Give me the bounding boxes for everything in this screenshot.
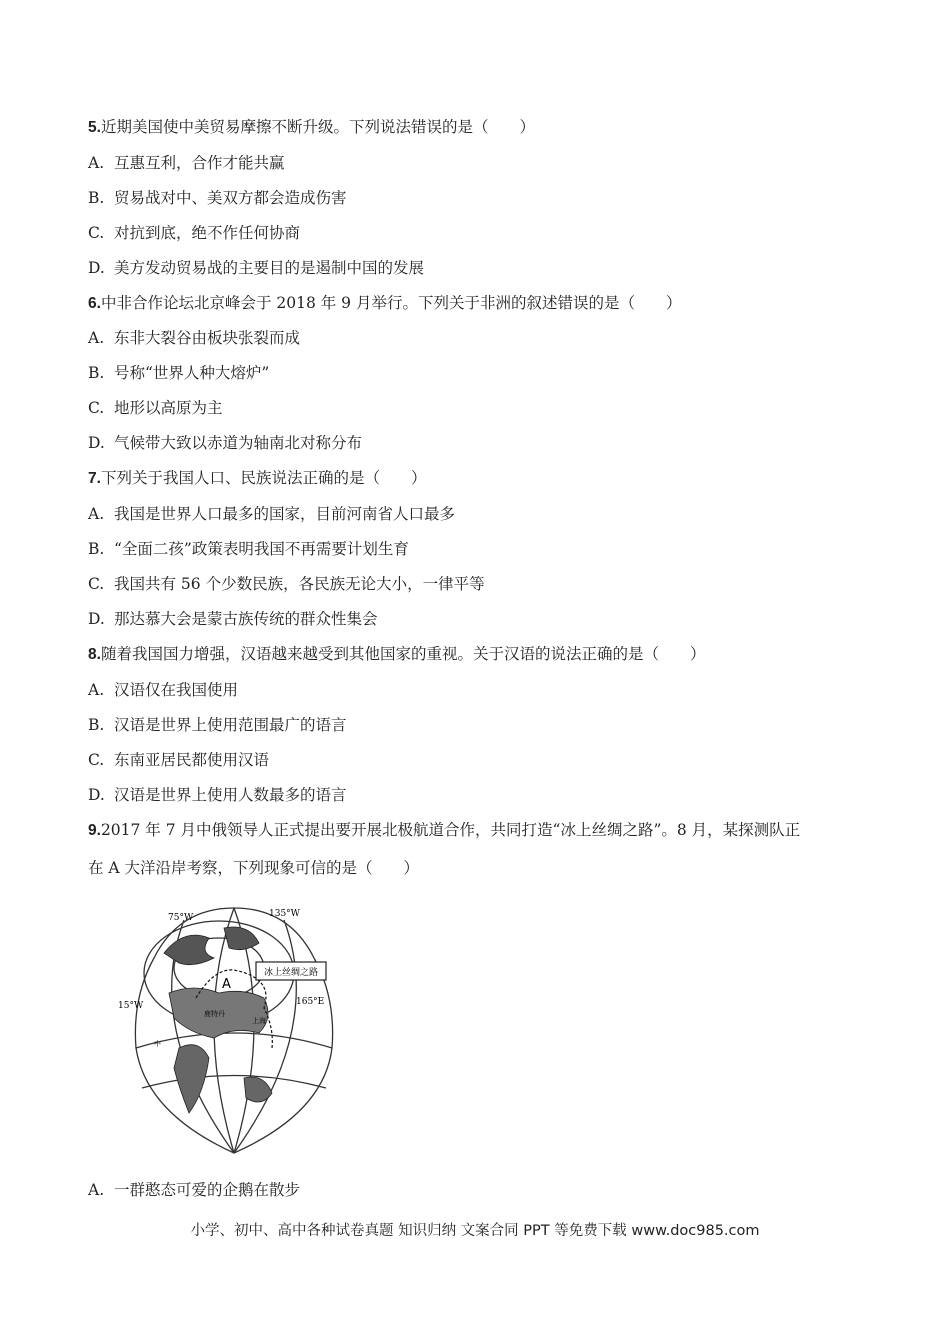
option-8c (88, 750, 269, 770)
option-8b (88, 715, 347, 735)
option-5b (88, 188, 347, 208)
question-text: 下列关于我国人口、民族说法正确的是（ ） (100, 469, 427, 487)
city-label-rotterdam: 鹿特丹 (204, 1010, 225, 1018)
question-number: 6. (88, 295, 101, 312)
question-9-stem-line1 (88, 820, 800, 841)
option-text: 汉语仅在我国使用 (114, 681, 239, 699)
option-text: 我国是世界人口最多的国家，目前河南省人口最多 (114, 505, 456, 523)
greenland-shape (224, 927, 259, 950)
map-small-label: 中 (154, 1040, 161, 1048)
question-text: 2017 年 7 月中俄领导人正式提出要开展北极航道合作，共同打造“冰上丝绸之路”。8 月，某探测队正 (100, 821, 801, 839)
option-6b (88, 363, 269, 383)
question-number: 7. (88, 470, 101, 487)
city-label-shanghai: 上海 (252, 1017, 266, 1025)
option-letter: A. (88, 1181, 105, 1199)
australia-shape (244, 1077, 272, 1102)
option-letter: B. (88, 364, 105, 382)
option-7b (88, 539, 409, 559)
option-letter: B. (88, 540, 105, 558)
option-text: 东南亚居民都使用汉语 (114, 751, 270, 769)
option-text: 号称“世界人种大熔炉” (114, 364, 270, 382)
option-letter: C. (88, 751, 105, 769)
option-7a (88, 504, 455, 524)
question-text: 随着我国国力增强，汉语越来越受到其他国家的重视。关于汉语的说法正确的是（ ） (100, 645, 706, 663)
arctic-route-map (118, 898, 344, 1160)
option-text: 我国共有 56 个少数民族，各民族无论大小，一律平等 (114, 575, 485, 593)
question-7-stem (88, 468, 426, 489)
parallel-line (142, 1076, 326, 1089)
option-letter: B. (88, 716, 105, 734)
option-text: 汉语是世界上使用人数最多的语言 (114, 786, 347, 804)
africa-shape (174, 1045, 209, 1113)
option-text: “全面二孩”政策表明我国不再需要计划生育 (114, 540, 409, 558)
question-text: 近期美国使中美贸易摩擦不断升级。下列说法错误的是（ ） (100, 118, 535, 136)
option-letter: C. (88, 224, 105, 242)
parallel-line (136, 1033, 332, 1048)
option-6a (88, 328, 300, 348)
option-text: 东非大裂谷由板块张裂而成 (114, 329, 301, 347)
option-text: 地形以高原为主 (114, 399, 223, 417)
option-text: 贸易战对中、美双方都会造成伤害 (114, 189, 347, 207)
page-footer: 小学、初中、高中各种试卷真题 知识归纳 文案合同 PPT 等免费下载 www.doc985.com (190, 1223, 760, 1239)
option-8a (88, 680, 238, 700)
option-text: 美方发动贸易战的主要目的是遏制中国的发展 (114, 259, 425, 277)
lon-label: 75°W (168, 913, 194, 923)
lon-label: 165°E (296, 997, 325, 1007)
option-8d (88, 785, 347, 805)
option-7c (88, 574, 485, 594)
question-number: 5. (88, 119, 101, 136)
option-letter: A. (88, 681, 105, 699)
north-america-shape (164, 935, 214, 965)
option-9a (88, 1180, 300, 1200)
lon-label: 135°W (269, 909, 300, 919)
option-5d (88, 258, 424, 278)
option-text: 气候带大致以赤道为轴南北对称分布 (114, 434, 363, 452)
option-letter: A. (88, 154, 105, 172)
option-text: 对抗到底，绝不作任何协商 (114, 224, 301, 242)
option-text: 互惠互利，合作才能共赢 (114, 154, 285, 172)
option-letter: D. (88, 610, 105, 628)
question-text: 在 A 大洋沿岸考察，下列现象可信的是（ ） (88, 859, 420, 877)
question-6-stem (88, 293, 681, 314)
option-5a (88, 153, 285, 173)
option-6c (88, 398, 223, 418)
option-text: 一群憨态可爱的企鹅在散步 (114, 1181, 301, 1199)
lon-label: 15°W (118, 1001, 144, 1011)
option-letter: D. (88, 786, 105, 804)
option-letter: A. (88, 505, 105, 523)
option-letter: A. (88, 329, 105, 347)
option-text: 那达慕大会是蒙古族传统的群众性集会 (114, 610, 378, 628)
option-text: 汉语是世界上使用范围最广的语言 (114, 716, 347, 734)
option-letter: C. (88, 575, 105, 593)
option-letter: D. (88, 259, 105, 277)
question-5-stem (88, 117, 535, 138)
option-7d (88, 609, 378, 629)
option-letter: C. (88, 399, 105, 417)
question-number: 8. (88, 646, 101, 663)
point-a-label: A (222, 977, 231, 992)
route-label: 冰上丝绸之路 (263, 968, 319, 978)
question-8-stem (88, 644, 705, 665)
question-number: 9. (88, 822, 101, 839)
option-letter: B. (88, 189, 105, 207)
option-5c (88, 223, 300, 243)
option-6d (88, 433, 362, 453)
option-letter: D. (88, 434, 105, 452)
question-9-stem-line2 (88, 858, 419, 878)
question-text: 中非合作论坛北京峰会于 2018 年 9 月举行。下列关于非洲的叙述错误的是（ ） (100, 294, 682, 312)
